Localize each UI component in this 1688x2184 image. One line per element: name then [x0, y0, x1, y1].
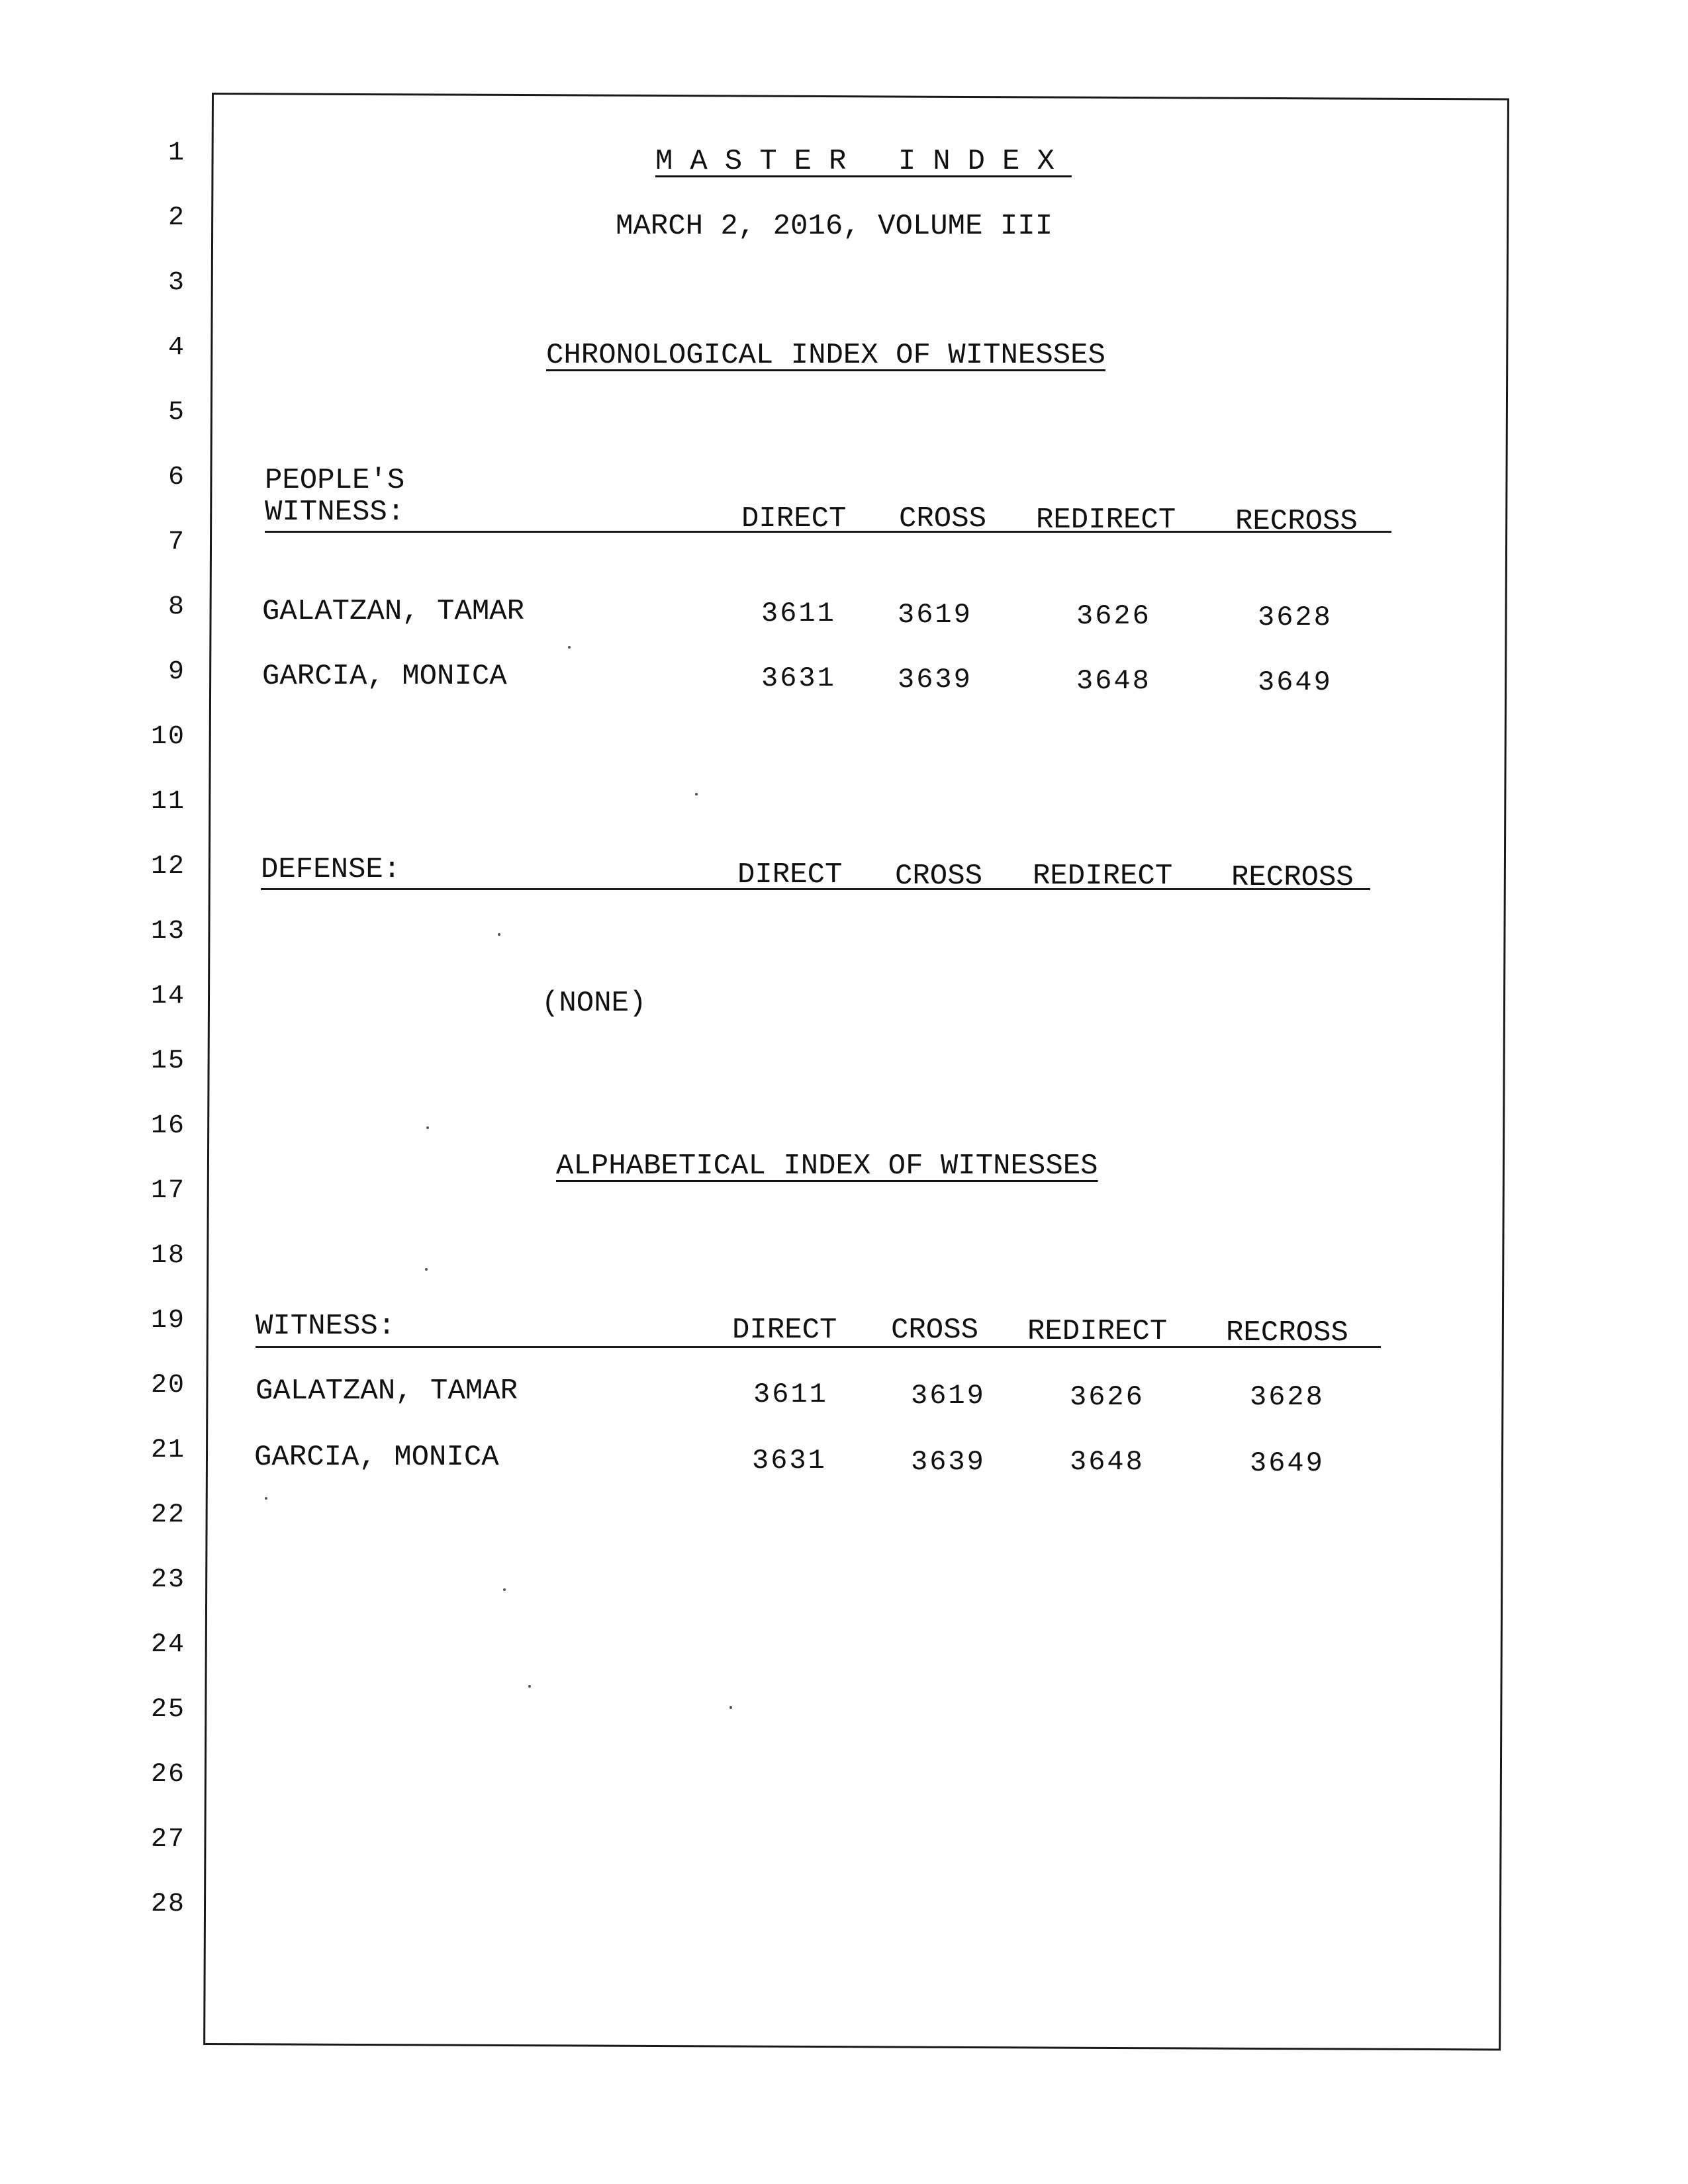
- scan-speck: [695, 793, 698, 796]
- column-header-redirect: REDIRECT: [1036, 504, 1176, 537]
- alphabetical-index-heading: ALPHABETICAL INDEX OF WITNESSES: [556, 1150, 1098, 1183]
- recross-page: 3628: [1250, 1381, 1325, 1413]
- alpha-column-redirect: REDIRECT: [1027, 1315, 1168, 1348]
- line-number: 15: [150, 1046, 185, 1076]
- line-number: 17: [150, 1176, 185, 1206]
- line-number: 5: [167, 398, 185, 428]
- witness-label: WITNESS:: [256, 1310, 396, 1343]
- witness-name: GALATZAN, TAMAR: [262, 595, 525, 628]
- line-number: 6: [167, 463, 185, 492]
- document-subtitle: MARCH 2, 2016, VOLUME III: [616, 210, 1053, 243]
- cross-page: 3619: [898, 599, 972, 631]
- direct-page: 3631: [761, 662, 836, 694]
- alpha-column-direct: DIRECT: [732, 1314, 837, 1347]
- recross-page: 3649: [1258, 666, 1333, 698]
- peoples-header-rule: [265, 531, 1391, 533]
- alpha-header-rule: [256, 1346, 1381, 1348]
- scan-speck: [528, 1685, 531, 1688]
- line-number: 14: [150, 981, 185, 1011]
- defense-column-redirect: REDIRECT: [1033, 860, 1173, 893]
- scan-speck: [498, 933, 500, 936]
- scan-speck: [503, 1588, 506, 1591]
- redirect-page: 3626: [1070, 1381, 1145, 1413]
- scan-speck: [425, 1268, 428, 1271]
- defense-header-rule: [261, 888, 1370, 890]
- line-number: 2: [167, 203, 185, 233]
- witness-name: GALATZAN, TAMAR: [256, 1375, 518, 1408]
- line-number: 3: [167, 268, 185, 298]
- scan-speck: [265, 1497, 267, 1500]
- redirect-page: 3648: [1070, 1446, 1145, 1478]
- line-number: 22: [150, 1500, 185, 1530]
- line-number: 23: [150, 1565, 185, 1595]
- line-number: 20: [150, 1371, 185, 1400]
- recross-page: 3649: [1250, 1447, 1325, 1479]
- line-number: 19: [150, 1306, 185, 1336]
- line-number: 26: [150, 1760, 185, 1790]
- witness-name: GARCIA, MONICA: [262, 660, 507, 693]
- cross-page: 3619: [911, 1380, 986, 1412]
- line-number: 9: [167, 657, 185, 687]
- cross-page: 3639: [898, 664, 972, 696]
- document-title: MASTER INDEX: [655, 145, 1072, 178]
- line-number: 24: [150, 1630, 185, 1660]
- cross-page: 3639: [911, 1446, 986, 1478]
- redirect-page: 3626: [1076, 600, 1151, 632]
- line-number: 10: [150, 722, 185, 752]
- direct-page: 3631: [752, 1445, 827, 1477]
- scan-speck: [426, 1126, 429, 1129]
- line-number: 11: [150, 787, 185, 817]
- peoples-witness-label-line1: PEOPLE'S: [265, 464, 405, 497]
- defense-none: (NONE): [541, 987, 647, 1020]
- line-number: 4: [167, 333, 185, 363]
- column-header-direct: DIRECT: [741, 502, 847, 535]
- page-frame: [203, 93, 1509, 2051]
- alpha-column-cross: CROSS: [891, 1314, 979, 1347]
- peoples-witness-label-line2: WITNESS:: [265, 496, 405, 529]
- column-header-cross: CROSS: [899, 502, 987, 535]
- column-header-recross: RECROSS: [1235, 505, 1358, 538]
- scan-speck: [729, 1706, 732, 1709]
- chronological-index-heading: CHRONOLOGICAL INDEX OF WITNESSES: [546, 339, 1105, 372]
- scan-speck: [568, 646, 571, 649]
- line-number: 8: [167, 592, 185, 622]
- defense-column-direct: DIRECT: [737, 858, 843, 891]
- defense-label: DEFENSE:: [261, 853, 401, 886]
- recross-page: 3628: [1258, 602, 1333, 633]
- witness-name: GARCIA, MONICA: [254, 1441, 499, 1474]
- line-number: 21: [150, 1435, 185, 1465]
- direct-page: 3611: [753, 1379, 828, 1410]
- defense-column-recross: RECROSS: [1231, 861, 1354, 894]
- direct-page: 3611: [761, 598, 836, 629]
- line-number: 25: [150, 1695, 185, 1725]
- line-number: 12: [150, 852, 185, 882]
- line-number: 1: [167, 138, 185, 168]
- line-number: 28: [150, 1889, 185, 1919]
- redirect-page: 3648: [1076, 665, 1151, 697]
- line-number: 7: [167, 527, 185, 557]
- alpha-column-recross: RECROSS: [1226, 1316, 1348, 1349]
- defense-column-cross: CROSS: [895, 860, 983, 893]
- line-number: 27: [150, 1825, 185, 1854]
- line-number: 18: [150, 1241, 185, 1271]
- line-number: 13: [150, 917, 185, 946]
- line-number: 16: [150, 1111, 185, 1141]
